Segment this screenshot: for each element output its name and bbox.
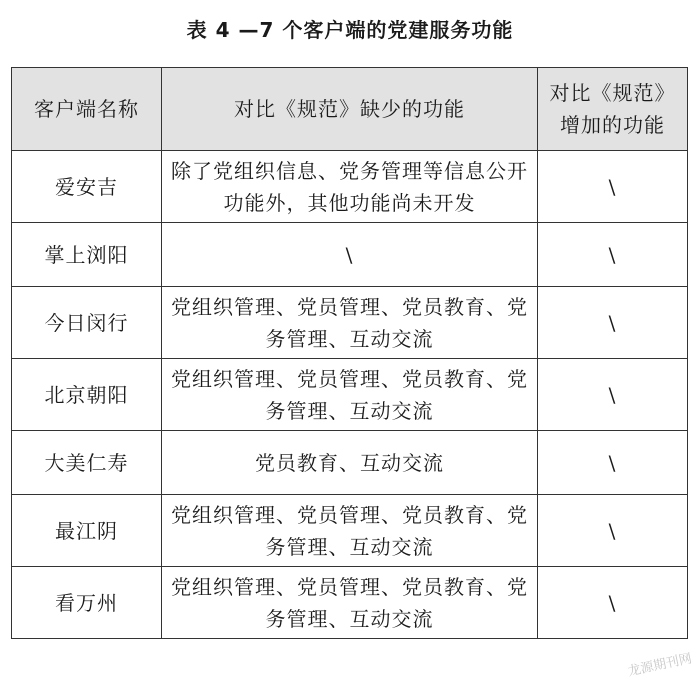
- client-name-cell: 最江阴: [12, 495, 162, 567]
- added-functions-cell: \: [538, 567, 688, 639]
- added-functions-cell: \: [538, 287, 688, 359]
- missing-functions-cell: \: [162, 223, 538, 287]
- missing-functions-cell: 党员教育、互动交流: [162, 431, 538, 495]
- added-functions-cell: \: [538, 359, 688, 431]
- client-function-table: [11, 67, 688, 639]
- table-header-row: [12, 68, 688, 151]
- table-caption: 表 4 —7 个客户端的党建服务功能: [186, 18, 514, 42]
- client-name-cell: 北京朝阳: [12, 359, 162, 431]
- table-row: [12, 287, 688, 359]
- header-client-name: 客户端名称: [12, 68, 162, 151]
- missing-functions-cell: 除了党组织信息、党务管理等信息公开功能外，其他功能尚未开发: [162, 151, 538, 223]
- table-row: [12, 567, 688, 639]
- client-name-cell: 今日闵行: [12, 287, 162, 359]
- client-name-cell: 掌上浏阳: [12, 223, 162, 287]
- header-added-functions: 对比《规范》增加的功能: [538, 68, 688, 151]
- table-row: [12, 431, 688, 495]
- added-functions-cell: \: [538, 431, 688, 495]
- client-name-cell: 爱安吉: [12, 151, 162, 223]
- client-name-cell: 大美仁寿: [12, 431, 162, 495]
- missing-functions-cell: 党组织管理、党员管理、党员教育、党务管理、互动交流: [162, 495, 538, 567]
- table-row: [12, 359, 688, 431]
- watermark: 龙源期刊网: [626, 651, 694, 680]
- missing-functions-cell: 党组织管理、党员管理、党员教育、党务管理、互动交流: [162, 567, 538, 639]
- header-missing-functions: 对比《规范》缺少的功能: [162, 68, 538, 151]
- missing-functions-cell: 党组织管理、党员管理、党员教育、党务管理、互动交流: [162, 287, 538, 359]
- client-name-cell: 看万州: [12, 567, 162, 639]
- added-functions-cell: \: [538, 223, 688, 287]
- added-functions-cell: \: [538, 495, 688, 567]
- table-row: [12, 223, 688, 287]
- missing-functions-cell: 党组织管理、党员管理、党员教育、党务管理、互动交流: [162, 359, 538, 431]
- table-row: [12, 151, 688, 223]
- added-functions-cell: \: [538, 151, 688, 223]
- table-row: [12, 495, 688, 567]
